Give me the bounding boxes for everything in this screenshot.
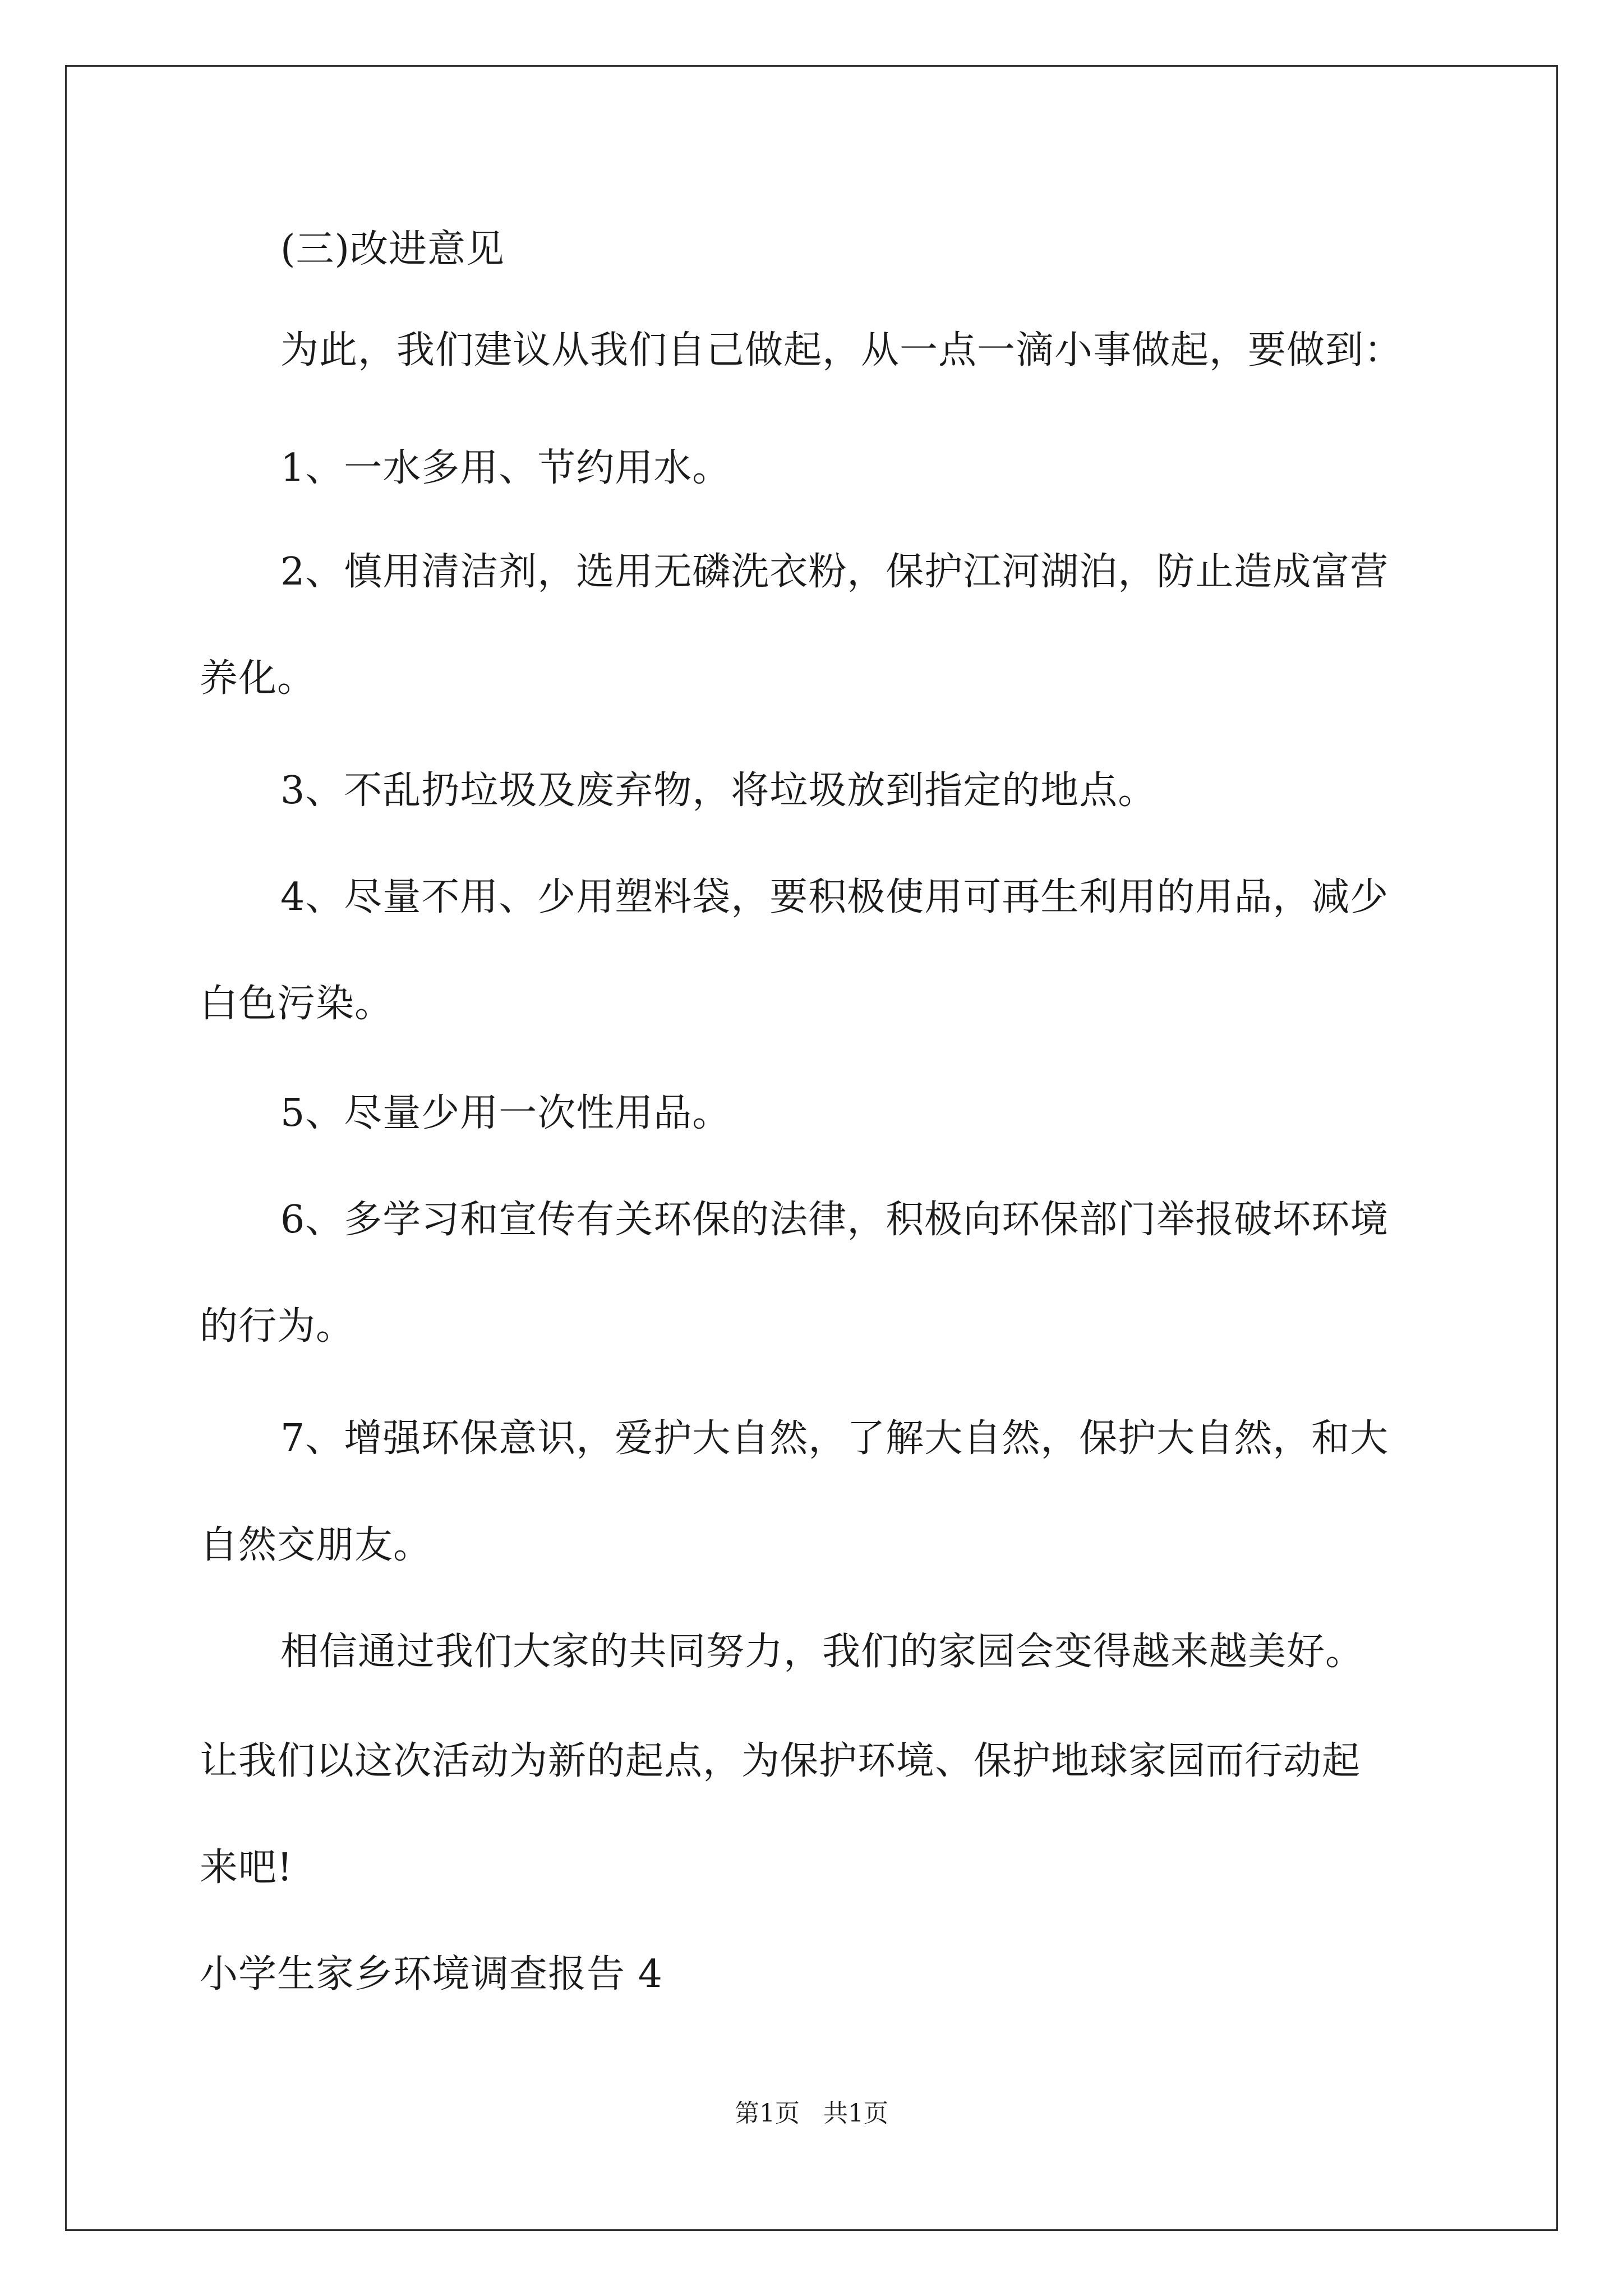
paragraph-line: 为此，我们建议从我们自己做起，从一点一滴小事做起，要做到：: [280, 328, 1403, 372]
page-border: [65, 65, 1558, 2231]
list-item: 7、增强环保意识，爱护大自然，了解大自然，保护大自然，和大: [280, 1416, 1389, 1461]
paragraph-line: 让我们以这次活动为新的起点，为保护环境、保护地球家园而行动起: [200, 1739, 1361, 1783]
list-item: 3、不乱扔垃圾及废弃物，将垃圾放到指定的地点。: [280, 769, 1157, 813]
paragraph-line: 相信通过我们大家的共同努力，我们的家园会变得越来越美好。: [280, 1630, 1364, 1674]
list-item-continuation: 白色污染。: [200, 982, 394, 1026]
list-item: 6、多学习和宣传有关环保的法律，积极向环保部门举报破坏环境: [280, 1198, 1389, 1242]
list-item: 5、尽量少用一次性用品。: [280, 1091, 731, 1135]
list-item: 2、慎用清洁剂，选用无磷洗衣粉，保护江河湖泊，防止造成富营: [280, 550, 1389, 594]
paragraph-line: 来吧!: [200, 1846, 293, 1890]
list-item-continuation: 的行为。: [200, 1304, 355, 1349]
list-item: 4、尽量不用、少用塑料袋，要积极使用可再生利用的用品，减少: [280, 875, 1389, 919]
list-item-continuation: 养化。: [200, 656, 316, 701]
list-item: 1、一水多用、节约用水。: [280, 446, 731, 490]
list-item-continuation: 自然交朋友。: [200, 1523, 432, 1567]
page-footer: 第1页 共1页: [735, 2099, 888, 2128]
report-title: 小学生家乡环境调查报告 4: [200, 1952, 663, 1996]
section-heading: (三)改进意见: [280, 227, 505, 272]
